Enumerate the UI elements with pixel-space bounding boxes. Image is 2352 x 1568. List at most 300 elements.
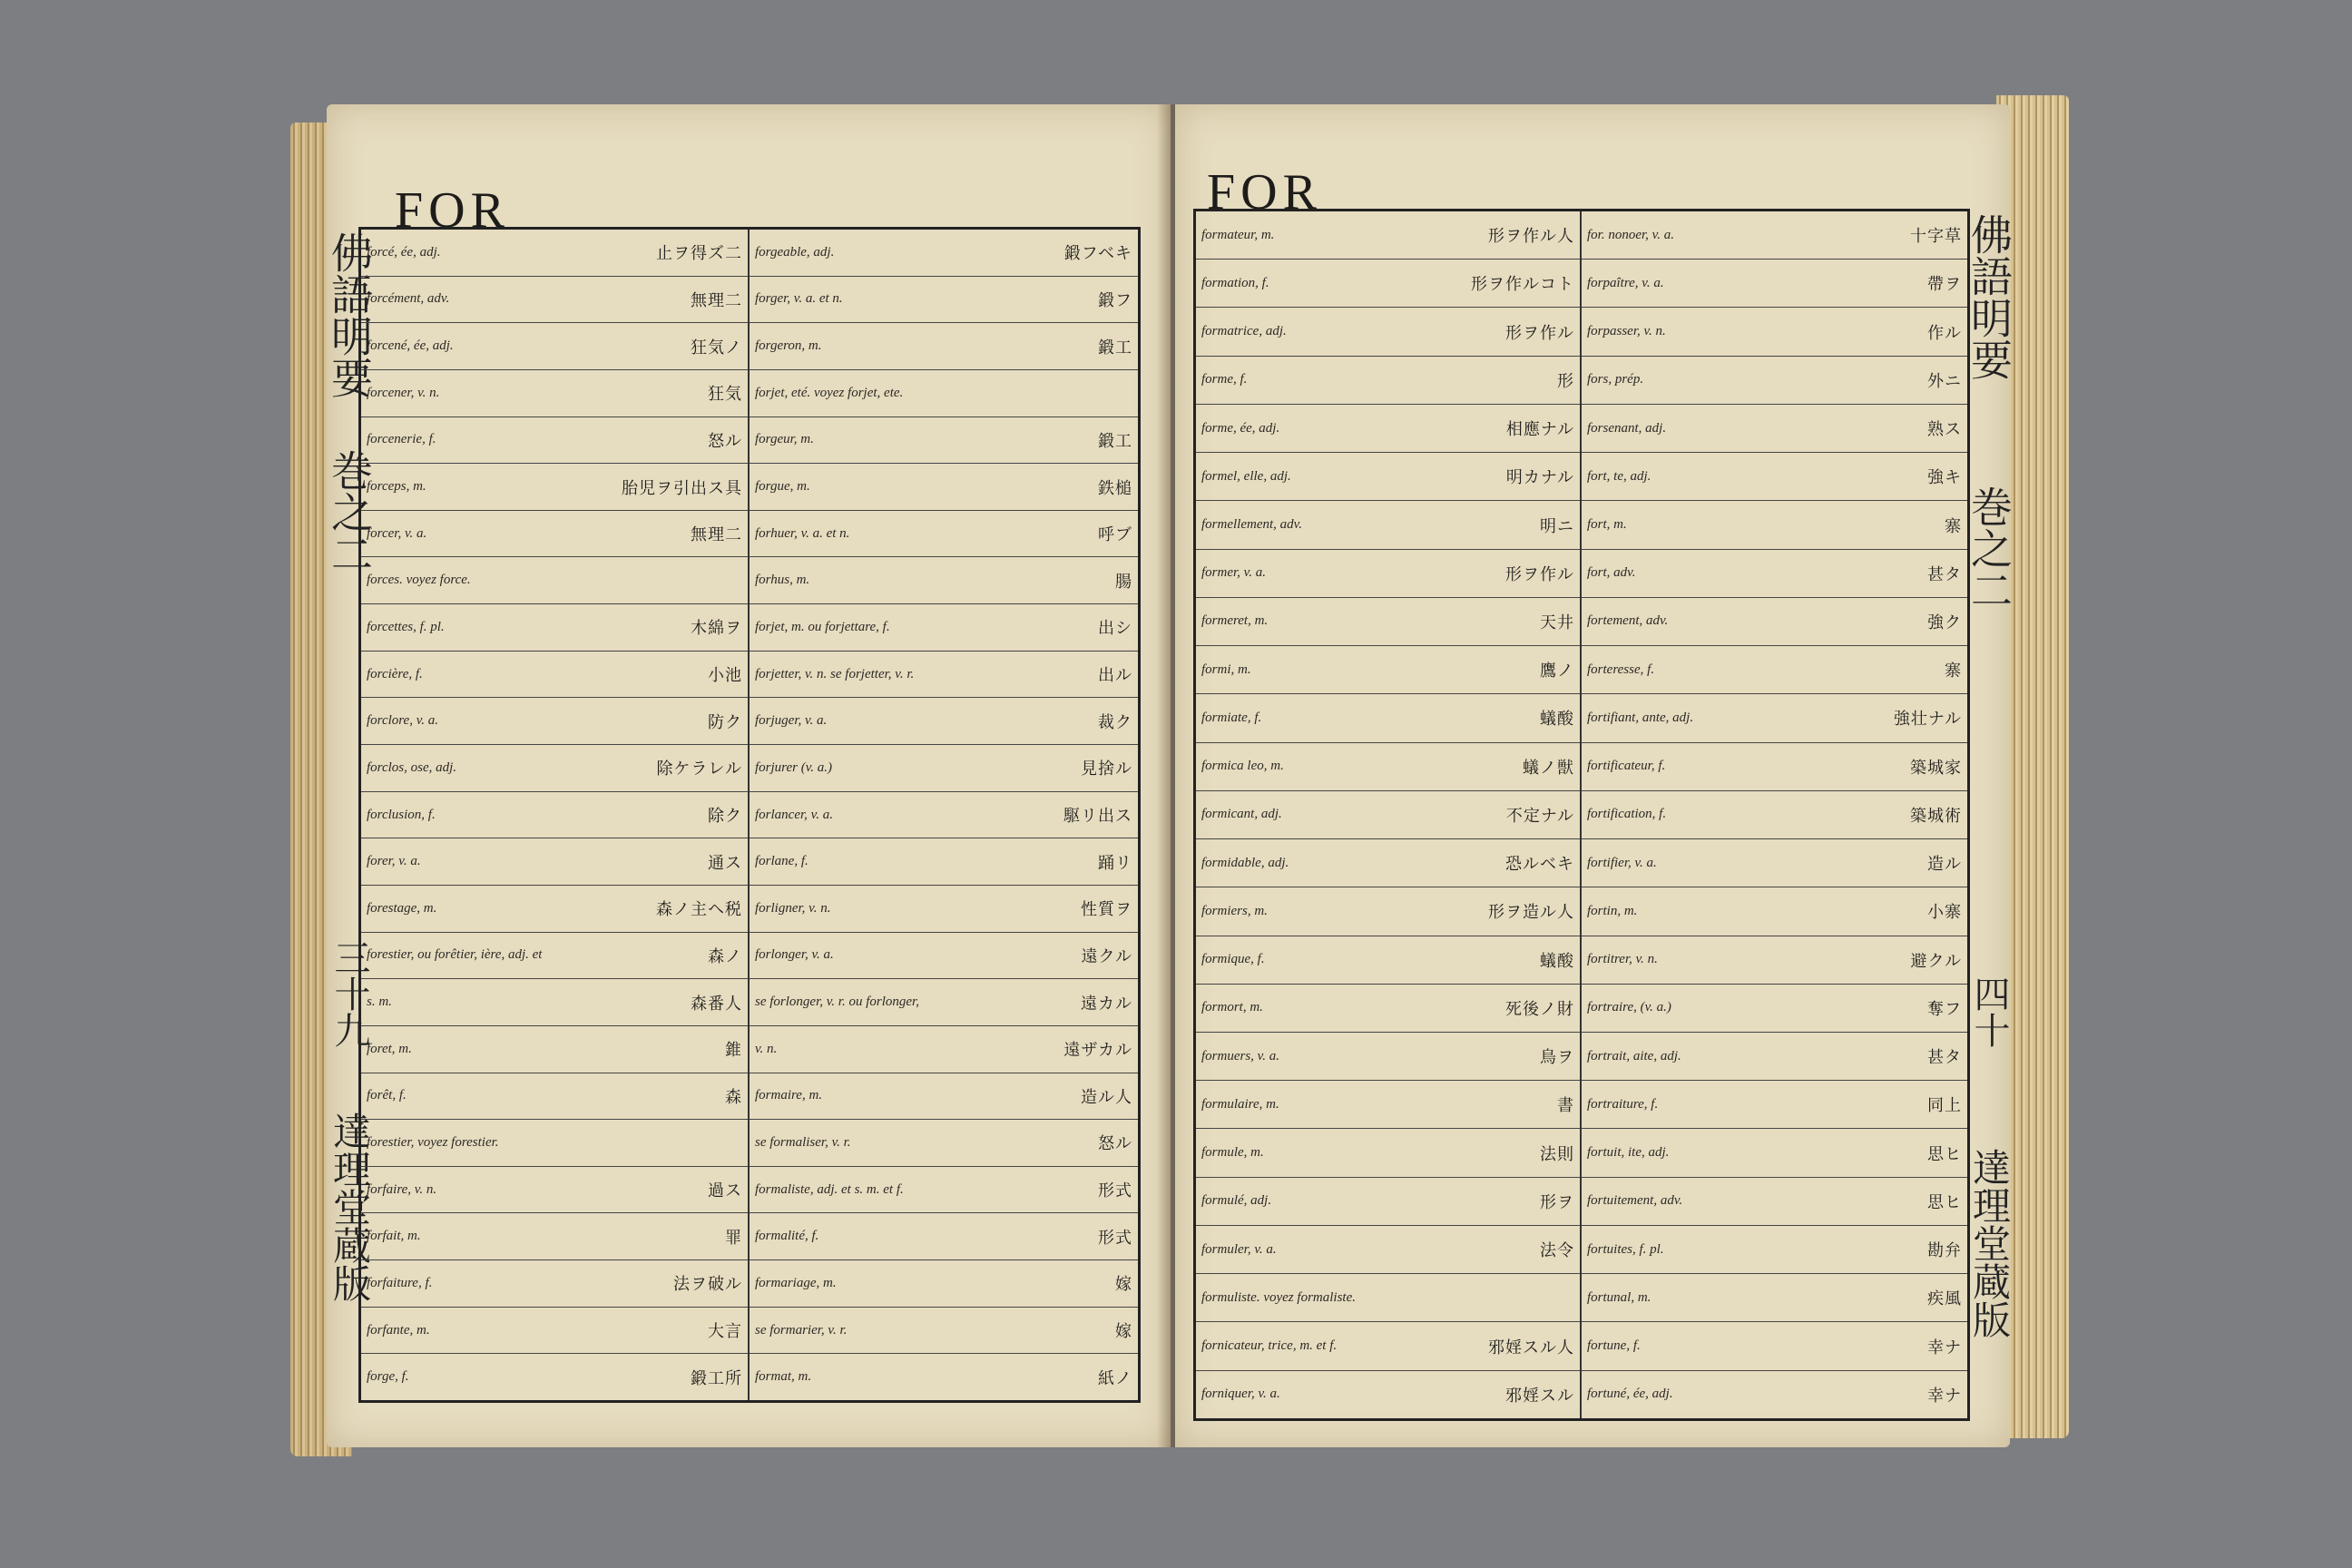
- entry-row: [361, 1354, 748, 1400]
- entry-headword: formiers, m.: [1201, 903, 1268, 918]
- entry-row: [361, 1213, 748, 1260]
- entry-headword: fortuites, f. pl.: [1587, 1241, 1664, 1257]
- entry-headword: fort, te, adj.: [1587, 468, 1651, 484]
- entry-headword: se formaliser, v. r.: [755, 1134, 851, 1150]
- entry-gloss: 出シ: [1098, 619, 1132, 639]
- entry-row: [1582, 357, 1967, 405]
- entry-headword: forlonger, v. a.: [755, 947, 834, 963]
- entry-gloss: 怒ル: [1098, 1134, 1132, 1154]
- entry-row: [1196, 694, 1580, 742]
- entry-row: [361, 511, 748, 558]
- entry-headword: forestier, ou forêtier, ière, adj. et: [367, 947, 543, 963]
- entry-row: [750, 1120, 1138, 1167]
- column-left: [361, 230, 750, 1400]
- entry-row: [750, 417, 1138, 465]
- entry-gloss: 死後ノ財: [1505, 999, 1574, 1019]
- entry-gloss: 法令: [1540, 1241, 1574, 1261]
- entry-gloss: 形ヲ作ル人: [1488, 227, 1574, 247]
- side-volume: 巻之二: [325, 449, 374, 574]
- entry-headword: formule, m.: [1201, 1145, 1264, 1161]
- entry-headword: formariage, m.: [755, 1275, 837, 1290]
- entry-headword: forge, f.: [367, 1369, 409, 1385]
- entry-gloss: 邪婬スル人: [1488, 1338, 1574, 1357]
- side-title: 佛語明要: [1965, 213, 2014, 380]
- entry-row: [361, 323, 748, 370]
- entry-headword: fortification, f.: [1587, 807, 1667, 822]
- entry-gloss: 蟻ノ獣: [1523, 758, 1574, 778]
- entry-gloss: 強壮ナル: [1893, 710, 1962, 730]
- entry-row: [1196, 1081, 1580, 1129]
- entry-gloss: 幸ナ: [1927, 1338, 1962, 1357]
- entry-headword: fortuné, ée, adj.: [1587, 1387, 1673, 1402]
- entry-gloss: 森ノ主ヘ税: [656, 900, 742, 920]
- entry-row: [750, 652, 1138, 699]
- entry-headword: forjet, m. ou forjettare, f.: [755, 619, 890, 634]
- entry-gloss: 森: [725, 1087, 742, 1107]
- entry-gloss: 帶ヲ: [1927, 275, 1962, 295]
- entry-row: [1582, 887, 1967, 936]
- entry-row: [1196, 1033, 1580, 1081]
- entry-row: [1196, 985, 1580, 1033]
- entry-row: [361, 370, 748, 417]
- entry-headword: forcené, ée, adj.: [367, 338, 454, 354]
- entry-row: [361, 792, 748, 839]
- entry-row: [750, 1167, 1138, 1214]
- entry-row: [1196, 550, 1580, 598]
- entry-row: [750, 1073, 1138, 1121]
- entry-row: [1196, 1371, 1580, 1418]
- entry-row: [1196, 308, 1580, 356]
- entry-row: [1582, 791, 1967, 839]
- entry-row: [750, 745, 1138, 792]
- entry-headword: fortraire, (v. a.): [1587, 1000, 1671, 1015]
- entry-headword: fortement, adv.: [1587, 613, 1669, 629]
- entry-gloss: 踊リ: [1098, 853, 1132, 873]
- entry-gloss: 怒ル: [708, 431, 742, 451]
- entry-headword: forcener, v. n.: [367, 385, 440, 400]
- entry-headword: formuler, v. a.: [1201, 1241, 1277, 1257]
- entry-headword: formaire, m.: [755, 1088, 823, 1103]
- entry-row: [1582, 1371, 1967, 1418]
- entry-gloss: 十字草: [1910, 227, 1962, 247]
- entry-headword: forcenerie, f.: [367, 432, 436, 447]
- entry-gloss: 邪婬スル: [1505, 1386, 1574, 1406]
- side-title: 佛語明要: [325, 231, 374, 398]
- entry-gloss: 木綿ヲ: [691, 619, 742, 639]
- entry-row: [1582, 1274, 1967, 1322]
- entry-headword: forces. voyez force.: [367, 573, 471, 588]
- entry-gloss: 裁ク: [1098, 712, 1132, 732]
- entry-row: [750, 464, 1138, 511]
- entry-gloss: 鉄槌: [1098, 478, 1132, 498]
- entry-gloss: 幸ナ: [1927, 1386, 1962, 1406]
- entry-headword: forgeable, adj.: [755, 244, 835, 260]
- entry-row: [1582, 743, 1967, 791]
- entry-row: [1582, 1081, 1967, 1129]
- entry-gloss: 避クル: [1910, 951, 1962, 971]
- entry-gloss: 胎児ヲ引出ス具: [622, 478, 742, 498]
- entry-row: [361, 557, 748, 604]
- entry-headword: forer, v. a.: [367, 854, 421, 869]
- entry-headword: forclore, v. a.: [367, 713, 439, 729]
- entry-row: [1196, 839, 1580, 887]
- entry-row: [1196, 501, 1580, 549]
- entry-gloss: 築城術: [1910, 806, 1962, 826]
- entry-headword: fortifiant, ante, adj.: [1587, 710, 1694, 725]
- entry-gloss: 造ル: [1927, 855, 1962, 875]
- entry-row: [1196, 743, 1580, 791]
- entry-headword: forestage, m.: [367, 900, 437, 916]
- entry-headword: forgeron, m.: [755, 338, 822, 354]
- entry-headword: forfaiture, f.: [367, 1275, 433, 1290]
- entry-row: [361, 604, 748, 652]
- entry-gloss: 除ク: [708, 807, 742, 826]
- entry-gloss: 遠カル: [1081, 994, 1132, 1014]
- entry-gloss: 疾風: [1927, 1289, 1962, 1309]
- entry-row: [361, 979, 748, 1026]
- entry-gloss: 無理二: [691, 525, 742, 545]
- open-book: [290, 86, 2069, 1465]
- dictionary-table: [358, 227, 1141, 1403]
- entry-gloss: 奪フ: [1927, 999, 1962, 1019]
- entry-row: [361, 464, 748, 511]
- entry-gloss: 明ニ: [1540, 516, 1574, 536]
- entry-gloss: 鍛工所: [691, 1368, 742, 1388]
- entry-gloss: 形ヲ造ル人: [1488, 903, 1574, 923]
- entry-headword: forlane, f.: [755, 854, 808, 869]
- entry-gloss: 除ケラレル: [656, 760, 742, 779]
- entry-gloss: 嫁: [1115, 1275, 1132, 1295]
- entry-gloss: 嫁: [1115, 1322, 1132, 1342]
- entry-row: [361, 698, 748, 745]
- side-publisher: 達理堂蔵版: [1967, 1148, 2012, 1338]
- entry-headword: se forlonger, v. r. ou forlonger,: [755, 995, 919, 1010]
- entry-gloss: 熟ス: [1927, 420, 1962, 440]
- entry-headword: forjurer (v. a.): [755, 760, 832, 775]
- entry-gloss: 大言: [708, 1322, 742, 1342]
- column-left: [1196, 211, 1582, 1418]
- entry-headword: forêt, f.: [367, 1088, 407, 1103]
- entry-headword: fortuit, ite, adj.: [1587, 1145, 1670, 1161]
- entry-row: [750, 979, 1138, 1026]
- entry-gloss: 甚タ: [1927, 564, 1962, 584]
- entry-gloss: 形式: [1098, 1228, 1132, 1248]
- entry-headword: fortificateur, f.: [1587, 759, 1666, 774]
- entry-headword: fort, adv.: [1587, 565, 1636, 581]
- entry-row: [361, 1167, 748, 1214]
- entry-row: [1582, 598, 1967, 646]
- entry-headword: forjet, eté. voyez forjet, ete.: [755, 385, 904, 400]
- entry-row: [361, 1073, 748, 1121]
- entry-gloss: 遠ザカル: [1063, 1041, 1132, 1061]
- entry-headword: fornicateur, trice, m. et f.: [1201, 1338, 1338, 1353]
- entry-gloss: 呼ブ: [1098, 525, 1132, 545]
- entry-gloss: 形: [1557, 371, 1574, 391]
- side-page-number: 四十: [1968, 975, 2010, 1048]
- column-right: [1582, 211, 1967, 1418]
- entry-gloss: 森ノ: [708, 946, 742, 966]
- entry-gloss: 明カナル: [1505, 468, 1574, 488]
- entry-row: [361, 1120, 748, 1167]
- entry-headword: forniquer, v. a.: [1201, 1387, 1280, 1402]
- entry-headword: forme, ée, adj.: [1201, 420, 1280, 436]
- entry-row: [1582, 453, 1967, 501]
- entry-headword: forjuger, v. a.: [755, 713, 828, 729]
- entry-headword: forcer, v. a.: [367, 525, 427, 541]
- entry-headword: for. nonoer, v. a.: [1587, 227, 1674, 242]
- entry-gloss: 強ク: [1927, 612, 1962, 632]
- entry-headword: forcière, f.: [367, 666, 423, 681]
- entry-gloss: 止ヲ得ズ二: [656, 244, 742, 264]
- entry-gloss: 形ヲ作ル: [1505, 323, 1574, 343]
- entry-headword: formateur, m.: [1201, 227, 1275, 242]
- entry-headword: forme, f.: [1201, 372, 1248, 387]
- entry-gloss: 蟻酸: [1540, 951, 1574, 971]
- entry-gloss: 無理二: [691, 290, 742, 310]
- entry-headword: formuliste. voyez formaliste.: [1201, 1289, 1356, 1305]
- entry-row: [750, 1308, 1138, 1355]
- entry-gloss: 寨: [1945, 662, 1962, 681]
- entry-headword: forhuer, v. a. et n.: [755, 525, 850, 541]
- entry-headword: former, v. a.: [1201, 565, 1266, 581]
- entry-headword: formicant, adj.: [1201, 807, 1282, 822]
- entry-headword: forsenant, adj.: [1587, 420, 1667, 436]
- entry-headword: forligner, v. n.: [755, 900, 831, 916]
- entry-gloss: 鍛工: [1098, 431, 1132, 451]
- entry-gloss: 思ヒ: [1927, 1192, 1962, 1212]
- entry-gloss: 森番人: [691, 994, 742, 1014]
- entry-row: [1582, 1322, 1967, 1370]
- entry-gloss: 造ル人: [1081, 1087, 1132, 1107]
- entry-row: [1582, 550, 1967, 598]
- entry-row: [750, 323, 1138, 370]
- entry-headword: forcettes, f. pl.: [367, 619, 445, 634]
- entry-gloss: 書: [1557, 1096, 1574, 1116]
- entry-gloss: 錐: [725, 1041, 742, 1061]
- entry-row: [1582, 1033, 1967, 1081]
- entry-headword: formica leo, m.: [1201, 759, 1284, 774]
- entry-row: [1196, 1274, 1580, 1322]
- entry-gloss: 形ヲ: [1540, 1192, 1574, 1212]
- entry-row: [1582, 936, 1967, 985]
- entry-row: [750, 604, 1138, 652]
- entry-headword: fortin, m.: [1587, 903, 1638, 918]
- entry-gloss: 形式: [1098, 1181, 1132, 1201]
- entry-headword: formaliste, adj. et s. m. et f.: [755, 1181, 904, 1197]
- entry-row: [361, 417, 748, 465]
- entry-headword: forlancer, v. a.: [755, 807, 833, 822]
- entry-gloss: 築城家: [1910, 758, 1962, 778]
- entry-headword: formellement, adv.: [1201, 517, 1302, 533]
- entry-row: [1582, 839, 1967, 887]
- entry-headword: forceps, m.: [367, 479, 426, 495]
- entry-row: [1582, 1129, 1967, 1177]
- entry-gloss: 鍛フ: [1098, 290, 1132, 310]
- entry-row: [1582, 985, 1967, 1033]
- entry-row: [361, 1308, 748, 1355]
- side-page-number: 三十九: [328, 939, 370, 1048]
- entry-headword: foret, m.: [367, 1041, 412, 1056]
- entry-headword: formique, f.: [1201, 952, 1265, 967]
- entry-row: [750, 277, 1138, 324]
- entry-headword: formulé, adj.: [1201, 1193, 1272, 1209]
- entry-row: [750, 1260, 1138, 1308]
- entry-row: [1196, 791, 1580, 839]
- entry-headword: v. n.: [755, 1041, 778, 1056]
- entry-headword: forcément, adv.: [367, 291, 450, 307]
- entry-headword: format, m.: [755, 1369, 812, 1385]
- entry-gloss: 鳥ヲ: [1540, 1048, 1574, 1068]
- entry-gloss: 作ル: [1927, 323, 1962, 343]
- entry-row: [750, 1213, 1138, 1260]
- entry-headword: fort, m.: [1587, 517, 1627, 533]
- entry-row: [361, 838, 748, 886]
- entry-gloss: 見捨ル: [1081, 760, 1132, 779]
- entry-gloss: 甚タ: [1927, 1048, 1962, 1068]
- entry-headword: forger, v. a. et n.: [755, 291, 843, 307]
- entry-row: [1196, 1322, 1580, 1370]
- entry-row: [1582, 1178, 1967, 1226]
- entry-gloss: 同上: [1927, 1096, 1962, 1116]
- entry-headword: fortunal, m.: [1587, 1289, 1651, 1305]
- entry-headword: forclos, ose, adj.: [367, 760, 457, 775]
- entry-headword: formulaire, m.: [1201, 1096, 1279, 1112]
- entry-row: [361, 933, 748, 980]
- entry-headword: forgue, m.: [755, 479, 810, 495]
- dictionary-table: [1193, 209, 1970, 1421]
- entry-row: [1196, 260, 1580, 308]
- entry-row: [361, 1026, 748, 1073]
- entry-row: [1196, 936, 1580, 985]
- entry-gloss: 蟻酸: [1540, 710, 1574, 730]
- entry-headword: forhus, m.: [755, 573, 810, 588]
- entry-headword: fortune, f.: [1587, 1338, 1641, 1353]
- left-page: [327, 104, 1171, 1447]
- entry-headword: forjetter, v. n. se forjetter, v. r.: [755, 666, 915, 681]
- entry-gloss: 紙ノ: [1098, 1368, 1132, 1388]
- entry-gloss: 鷹ノ: [1540, 662, 1574, 681]
- entry-headword: formel, elle, adj.: [1201, 468, 1291, 484]
- page-header: FOR: [395, 182, 510, 239]
- entry-gloss: 思ヒ: [1927, 1144, 1962, 1164]
- entry-row: [750, 698, 1138, 745]
- entry-gloss: 不定ナル: [1505, 806, 1574, 826]
- entry-gloss: 形ヲ作ル: [1505, 564, 1574, 584]
- entry-row: [1582, 211, 1967, 260]
- entry-row: [1582, 260, 1967, 308]
- entry-row: [750, 1354, 1138, 1400]
- entry-headword: forcé, ée, adj.: [367, 244, 441, 260]
- entry-row: [1196, 646, 1580, 694]
- entry-headword: forgeur, m.: [755, 432, 814, 447]
- entry-gloss: 過ス: [708, 1181, 742, 1201]
- side-volume: 巻之二: [1965, 485, 2014, 611]
- entry-gloss: 駆リ出ス: [1063, 807, 1132, 826]
- entry-gloss: 小寨: [1927, 903, 1962, 923]
- entry-headword: formation, f.: [1201, 275, 1269, 290]
- entry-headword: forfait, m.: [367, 1229, 421, 1244]
- entry-headword: fortrait, aite, adj.: [1587, 1048, 1681, 1063]
- entry-headword: formiate, f.: [1201, 710, 1262, 725]
- entry-headword: fortitrer, v. n.: [1587, 952, 1658, 967]
- entry-row: [750, 792, 1138, 839]
- entry-row: [1582, 694, 1967, 742]
- entry-headword: formi, m.: [1201, 662, 1251, 677]
- entry-row: [1196, 453, 1580, 501]
- entry-row: [1196, 211, 1580, 260]
- entry-gloss: 鍛フベキ: [1063, 244, 1132, 264]
- entry-headword: s. m.: [367, 995, 392, 1010]
- entry-headword: formatrice, adj.: [1201, 324, 1287, 339]
- entry-row: [1582, 405, 1967, 453]
- page-header: FOR: [1207, 164, 1322, 220]
- entry-row: [1196, 357, 1580, 405]
- entry-gloss: 腸: [1115, 572, 1132, 592]
- entry-headword: forfaire, v. n.: [367, 1181, 437, 1197]
- entry-gloss: 恐ルベキ: [1505, 855, 1574, 875]
- entry-gloss: 寨: [1945, 516, 1962, 536]
- entry-row: [1196, 1129, 1580, 1177]
- entry-gloss: 鍛工: [1098, 338, 1132, 358]
- entry-headword: forpasser, v. n.: [1587, 324, 1666, 339]
- entry-headword: formuers, v. a.: [1201, 1048, 1279, 1063]
- entry-headword: formeret, m.: [1201, 613, 1269, 629]
- entry-headword: formalité, f.: [755, 1229, 819, 1244]
- entry-row: [361, 745, 748, 792]
- entry-headword: se formarier, v. r.: [755, 1322, 848, 1338]
- entry-gloss: 相應ナル: [1505, 420, 1574, 440]
- entry-headword: fortraiture, f.: [1587, 1096, 1659, 1112]
- right-page: [1175, 104, 2014, 1447]
- entry-row: [1196, 598, 1580, 646]
- entry-headword: formort, m.: [1201, 1000, 1263, 1015]
- entry-row: [1582, 1226, 1967, 1274]
- entry-gloss: 小池: [708, 666, 742, 686]
- entry-row: [1196, 405, 1580, 453]
- entry-gloss: 狂気: [708, 385, 742, 405]
- entry-row: [361, 277, 748, 324]
- entry-gloss: 勘弁: [1927, 1241, 1962, 1261]
- entry-headword: forteresse, f.: [1587, 662, 1655, 677]
- entry-row: [750, 838, 1138, 886]
- entry-headword: fors, prép.: [1587, 372, 1644, 387]
- entry-row: [1196, 1178, 1580, 1226]
- entry-headword: formidable, adj.: [1201, 855, 1289, 870]
- entry-row: [750, 370, 1138, 417]
- entry-gloss: 法則: [1540, 1144, 1574, 1164]
- entry-headword: forpaître, v. a.: [1587, 275, 1664, 290]
- entry-gloss: 通ス: [708, 853, 742, 873]
- entry-gloss: 天井: [1540, 612, 1574, 632]
- entry-row: [361, 230, 748, 277]
- entry-gloss: 形ヲ作ルコト: [1471, 275, 1574, 295]
- entry-gloss: 遠クル: [1081, 946, 1132, 966]
- entry-row: [750, 886, 1138, 933]
- entry-row: [361, 886, 748, 933]
- entry-row: [1582, 501, 1967, 549]
- entry-row: [1582, 646, 1967, 694]
- entry-headword: forestier, voyez forestier.: [367, 1134, 499, 1150]
- entry-headword: fortuitement, adv.: [1587, 1193, 1683, 1209]
- entry-gloss: 法ヲ破ル: [673, 1275, 742, 1295]
- entry-gloss: 強キ: [1927, 468, 1962, 488]
- entry-headword: forclusion, f.: [367, 807, 436, 822]
- entry-row: [1582, 308, 1967, 356]
- entry-gloss: 外ニ: [1927, 371, 1962, 391]
- entry-headword: forfante, m.: [367, 1322, 430, 1338]
- entry-gloss: 狂気ノ: [691, 338, 742, 358]
- entry-gloss: 性質ヲ: [1081, 900, 1132, 920]
